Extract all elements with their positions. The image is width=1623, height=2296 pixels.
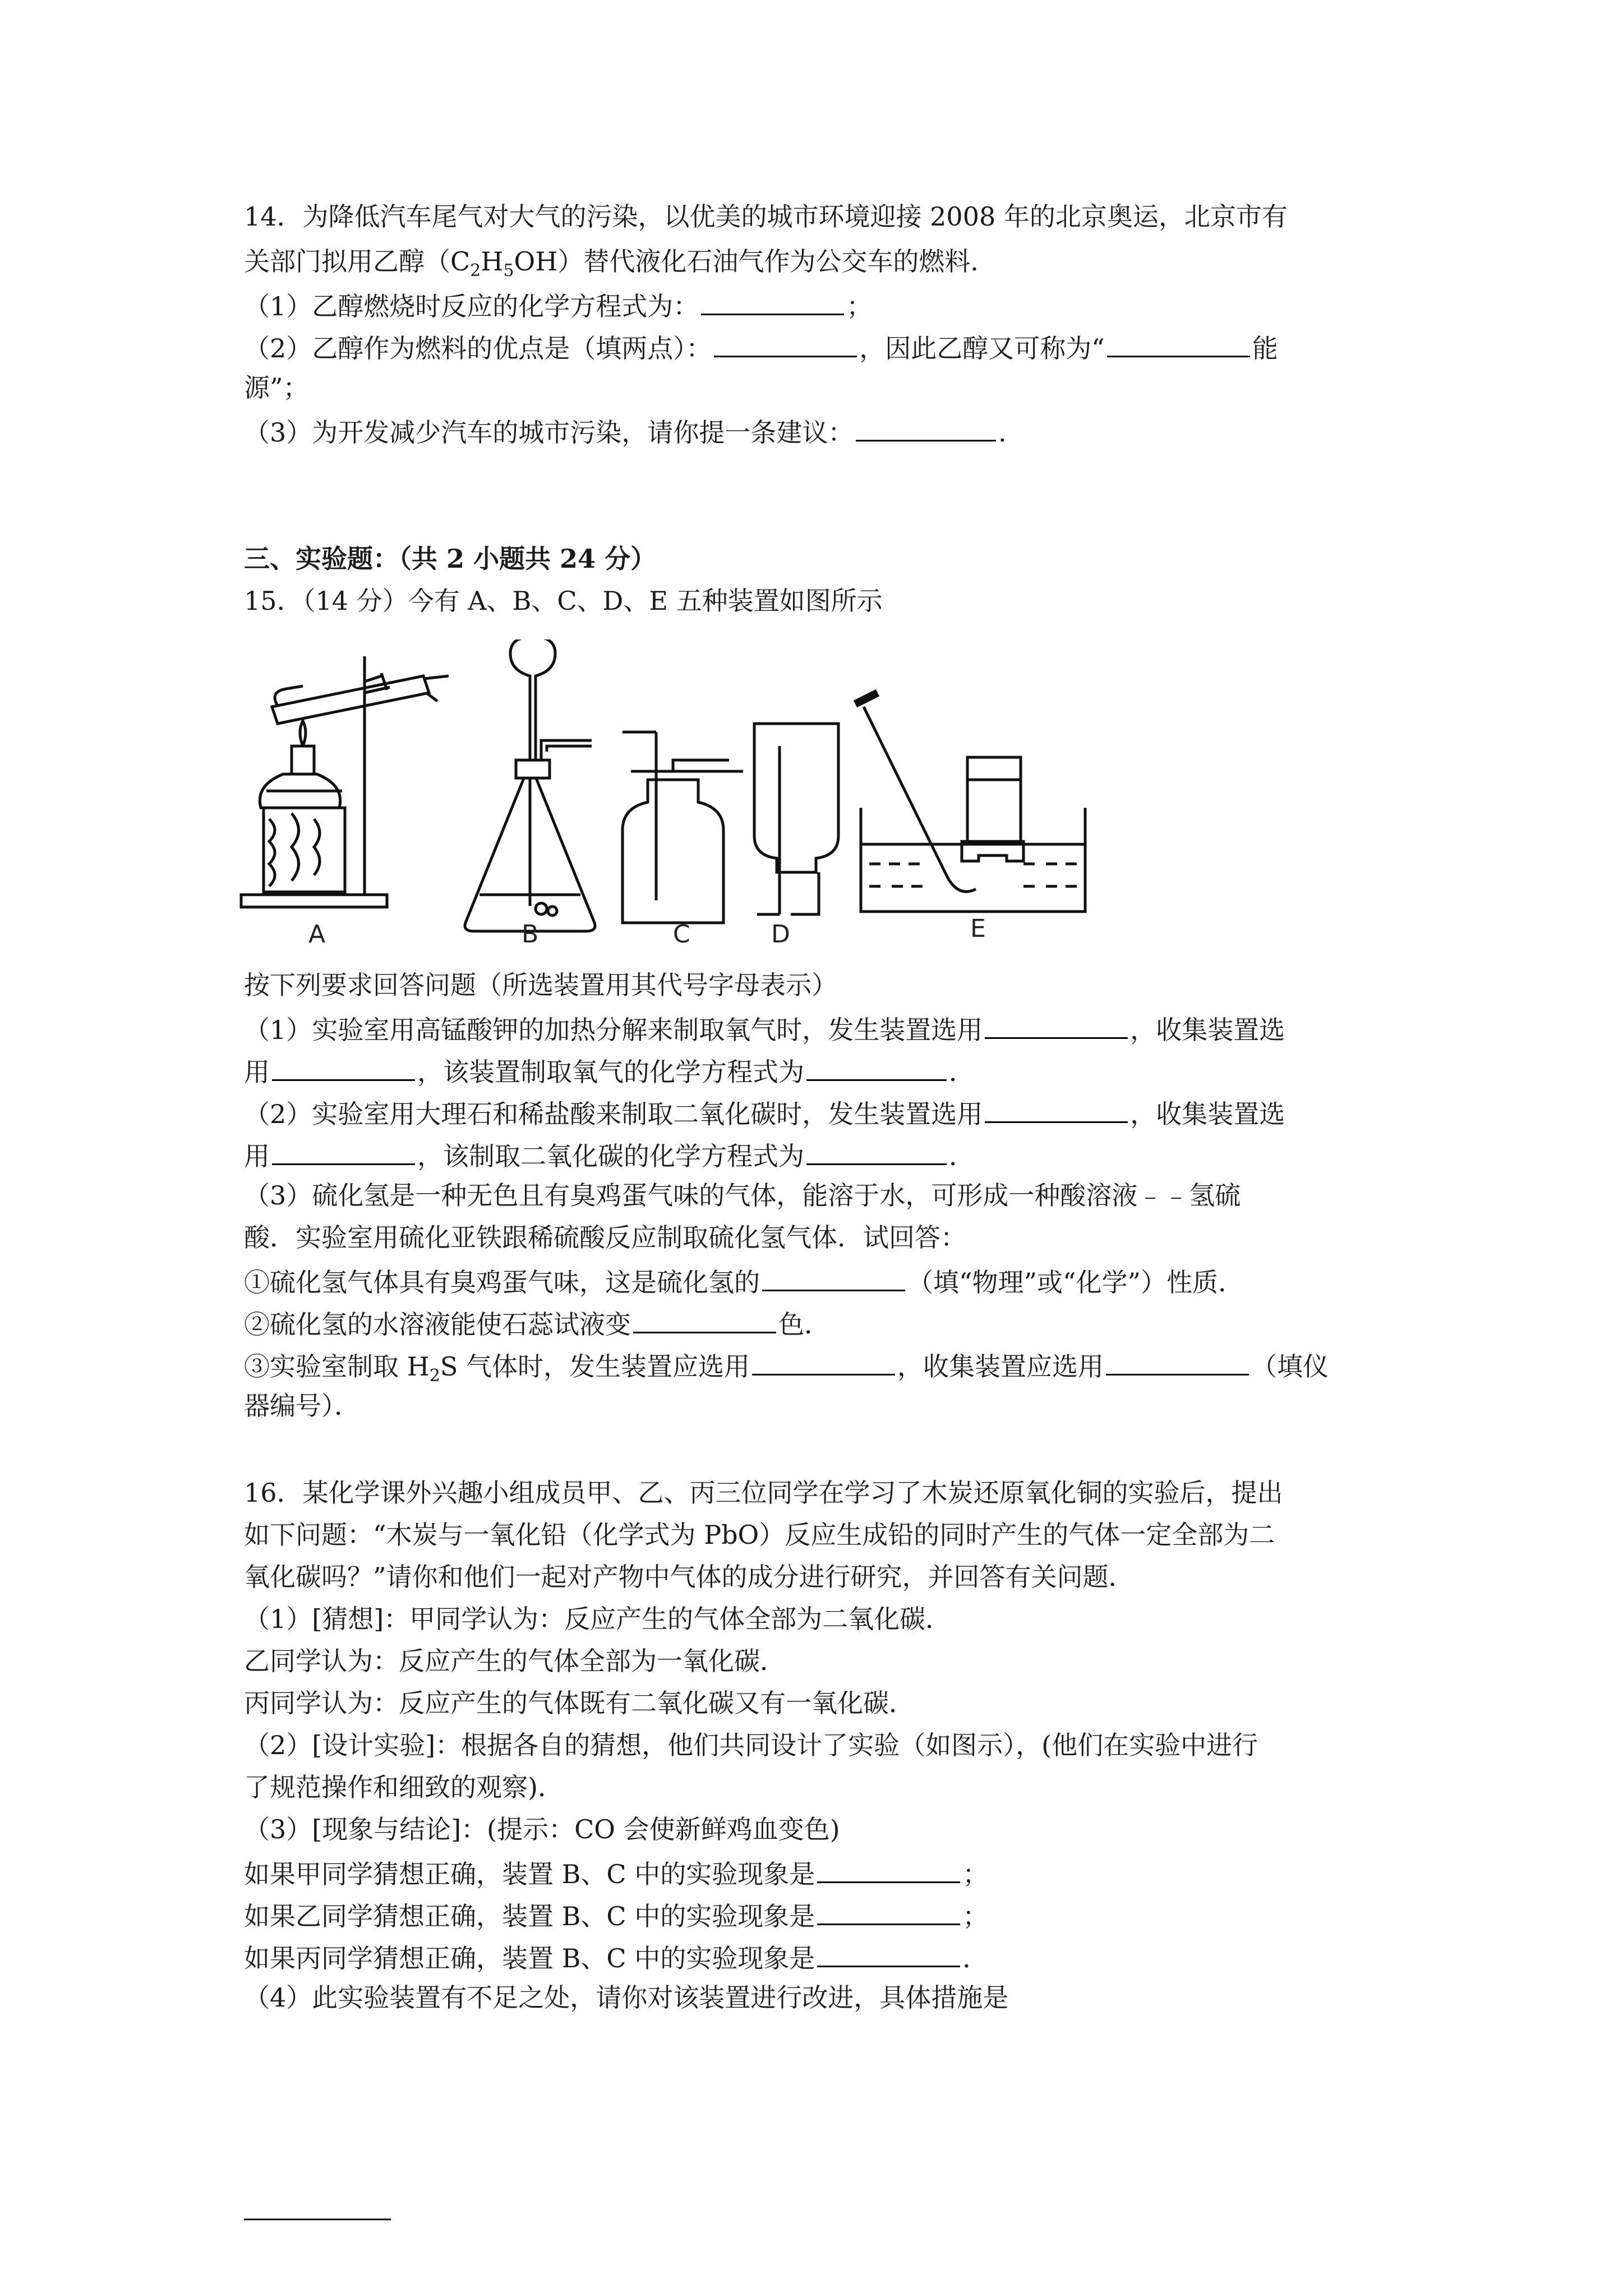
q16-part3: （3）[现象与结论]：(提示：CO 会使新鲜鸡血变色): [244, 1814, 840, 1844]
q16-part4: （4）此实验装置有不足之处，请你对该装置进行改进，具体措施是: [244, 1982, 1009, 2013]
apparatus-b: [465, 639, 595, 931]
apparatus-c: [623, 732, 743, 923]
q16-part1-b: 乙同学认为：反应产生的气体全部为一氧化碳．: [244, 1646, 786, 1676]
answer-blank[interactable]: [856, 414, 996, 441]
q16-part1-c: 丙同学认为：反应产生的气体既有二氧化碳又有一氧化碳．: [244, 1688, 915, 1718]
q15-stem: 15．（14 分）今有 A、B、C、D、E 五种装置如图所示: [244, 586, 883, 616]
q14-part2-cont: 源”；: [244, 372, 309, 403]
apparatus-d: [754, 724, 838, 914]
apparatus-figure: [238, 639, 1147, 954]
q15-sub1: ①硫化氢气体具有臭鸡蛋气味，这是硫化氢的 （填“物理”或“化学”）性质．: [244, 1264, 1244, 1298]
q15-part3-cont: 酸．实验室用硫化亚铁跟稀硫酸反应制取硫化氢气体．试回答：: [244, 1222, 966, 1253]
label-b: B: [522, 920, 539, 949]
q15-part3: （3）硫化氢是一种无色且有臭鸡蛋气味的气体，能溶于水，可形成一种酸溶液﹣﹣氢硫: [244, 1180, 1241, 1211]
q15-instruction: 按下列要求回答问题（所选装置用其代号字母表示）: [244, 970, 837, 1000]
answer-blank[interactable]: [817, 1856, 960, 1883]
q16-part2-cont: 了规范操作和细致的观察)．: [244, 1772, 564, 1802]
answer-blank[interactable]: [817, 1898, 960, 1925]
label-e: E: [970, 914, 986, 943]
answer-blank[interactable]: [806, 1053, 947, 1081]
answer-blank[interactable]: [1106, 1348, 1249, 1375]
label-c: C: [673, 920, 690, 949]
apparatus-e: [855, 693, 1085, 912]
q15-part2-cont: 用 ，该制取二氧化碳的化学方程式为 ．: [244, 1138, 975, 1172]
answer-blank[interactable]: [714, 330, 857, 357]
answer-blank[interactable]: [272, 1053, 415, 1081]
q16-result1: 如果甲同学猜想正确，装置 B、C 中的实验现象是 ；: [244, 1856, 988, 1890]
q16-stem-line1: 16．某化学课外兴趣小组成员甲、乙、丙三位同学在学习了木炭还原氧化铜的实验后，提出: [244, 1478, 1283, 1508]
q15-sub3-cont: 器编号）．: [244, 1391, 360, 1421]
q16-part1: （1）[猜想]：甲同学认为：反应产生的气体全部为二氧化碳．: [244, 1604, 952, 1634]
answer-blank[interactable]: [272, 1138, 415, 1165]
section-heading: 三、实验题：（共 2 小题共 24 分）: [244, 544, 657, 574]
answer-blank[interactable]: [752, 1348, 895, 1375]
q14-part1: （1）乙醇燃烧时反应的化学方程式为： ；: [244, 288, 872, 322]
answer-blank[interactable]: [985, 1011, 1128, 1039]
answer-blank[interactable]: [1107, 330, 1250, 357]
answer-blank[interactable]: [806, 1138, 947, 1165]
apparatus-labels: [308, 914, 986, 949]
apparatus-a: [241, 656, 449, 907]
apparatus-diagram: [238, 639, 1147, 954]
q15-part1: （1）实验室用高锰酸钾的加热分解来制取氧气时，发生装置选用 ，收集装置选: [244, 1011, 1285, 1046]
answer-blank[interactable]: [762, 1264, 905, 1291]
q16-part2: （2）[设计实验]：根据各自的猜想，他们共同设计了实验（如图示），(他们在实验中进行: [244, 1730, 1258, 1760]
q15-sub2: ②硫化氢的水溶液能使石蕊试液变 色．: [244, 1306, 830, 1340]
q16-stem-line2: 如下问题：“木炭与一氧化铅（化学式为 PbO）反应生成铅的同时产生的气体一定全部为二: [244, 1520, 1275, 1550]
answer-blank[interactable]: [985, 1096, 1128, 1123]
label-a: A: [308, 920, 326, 949]
answer-blank-final[interactable]: [244, 2219, 391, 2220]
q16-result2: 如果乙同学猜想正确，装置 B、C 中的实验现象是 ；: [244, 1898, 988, 1932]
q14-stem-line1: 14．为降低汽车尾气对大气的污染，以优美的城市环境迎接 2008 年的北京奥运，北京市有: [244, 201, 1288, 232]
q14-part3: （3）为开发减少汽车的城市污染，请你提一条建议： ．: [244, 414, 1024, 448]
q14-stem-line2: 关部门拟用乙醇$(C_2H_5OH)$替代液化石油气作为公交车的燃料．: [244, 246, 997, 280]
label-d: D: [771, 920, 790, 949]
q15-part1-cont: 用 ，该装置制取氧气的化学方程式为 ．: [244, 1053, 975, 1088]
q16-result3: 如果丙同学猜想正确，装置 B、C 中的实验现象是 ．: [244, 1940, 988, 1974]
q15-part2: （2）实验室用大理石和稀盐酸来制取二氧化碳时，发生装置选用 ，收集装置选: [244, 1096, 1285, 1130]
q14-part2: （2）乙醇作为燃料的优点是（填两点）： ，因此乙醇又可称为“ 能: [244, 330, 1278, 364]
q15-sub3: ③实验室制取 $H_2S$ 气体时，发生装置应选用 ，收集装置应选用 （填仪: [244, 1348, 1329, 1392]
answer-blank[interactable]: [701, 288, 844, 315]
answer-blank[interactable]: [817, 1940, 960, 1967]
q16-stem-line3: 氧化碳吗？”请你和他们一起对产物中气体的成分进行研究，并回答有关问题．: [244, 1562, 1135, 1592]
answer-blank[interactable]: [633, 1306, 776, 1333]
